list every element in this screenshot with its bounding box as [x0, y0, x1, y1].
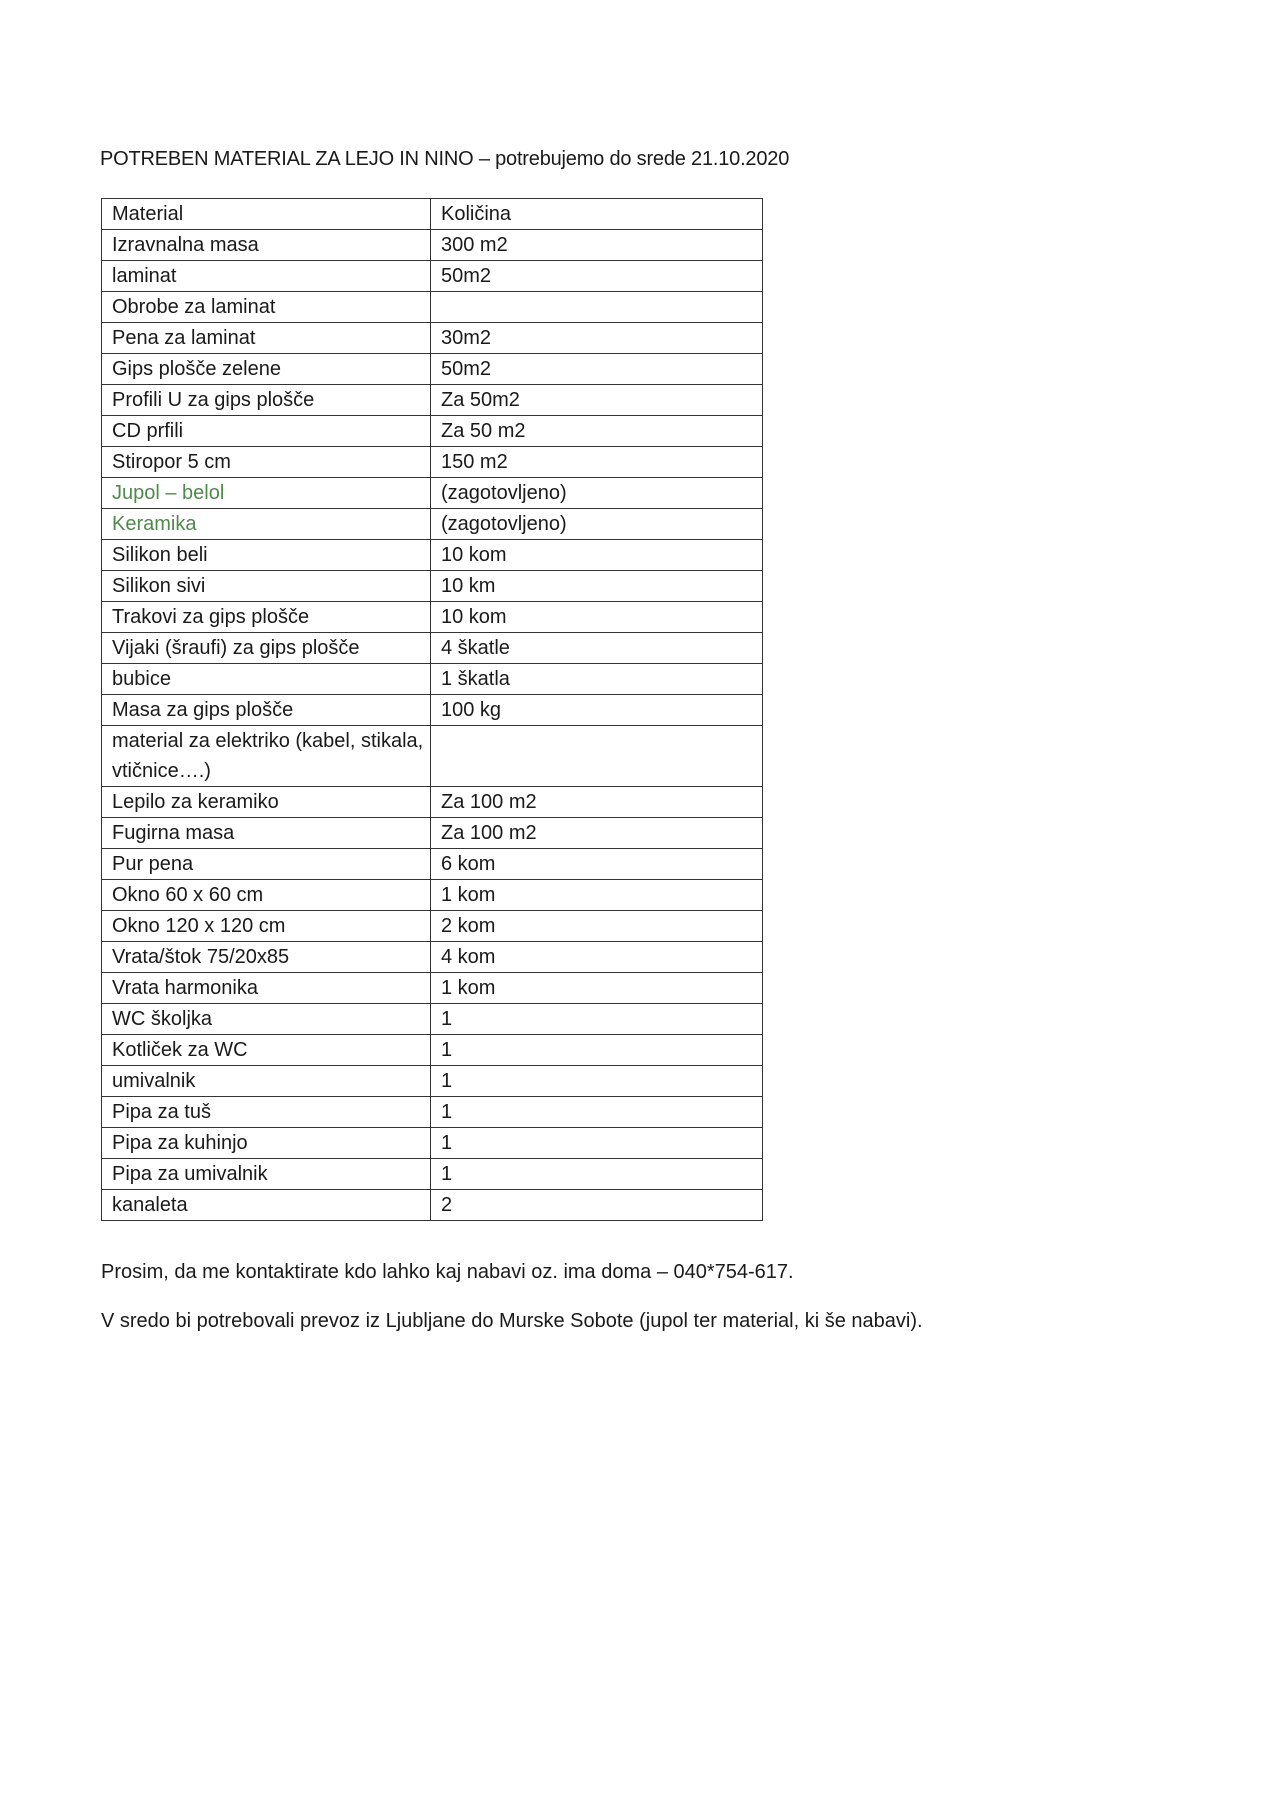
quantity-cell: (zagotovljeno) — [431, 478, 763, 509]
quantity-cell: 1 kom — [431, 973, 763, 1004]
table-row — [102, 911, 763, 942]
quantity-cell: Za 100 m2 — [431, 818, 763, 849]
quantity-cell: 30m2 — [431, 323, 763, 354]
table-row — [102, 880, 763, 911]
material-cell: Kotliček za WC — [102, 1035, 431, 1066]
material-cell: Silikon beli — [102, 540, 431, 571]
table-row — [102, 1004, 763, 1035]
material-cell: Silikon sivi — [102, 571, 431, 602]
quantity-cell: 50m2 — [431, 354, 763, 385]
material-cell: Vrata harmonika — [102, 973, 431, 1004]
table-row — [102, 292, 763, 323]
quantity-cell: 2 kom — [431, 911, 763, 942]
quantity-cell: 10 kom — [431, 540, 763, 571]
table-row — [102, 1190, 763, 1221]
table-row — [102, 664, 763, 695]
material-cell: Pena za laminat — [102, 323, 431, 354]
table-row — [102, 261, 763, 292]
table-row — [102, 1035, 763, 1066]
table-row — [102, 230, 763, 261]
material-cell: umivalnik — [102, 1066, 431, 1097]
material-cell: Stiropor 5 cm — [102, 447, 431, 478]
contact-note: Prosim, da me kontaktirate kdo lahko kaj nabavi oz. ima doma – 040*754-617. — [101, 1261, 794, 1283]
material-cell: Izravnalna masa — [102, 230, 431, 261]
table-row — [102, 942, 763, 973]
table-header-row — [102, 199, 763, 230]
document-title: POTREBEN MATERIAL ZA LEJO IN NINO – potrebujemo do srede 21.10.2020 — [100, 148, 790, 170]
quantity-cell: 1 škatla — [431, 664, 763, 695]
table-row — [102, 385, 763, 416]
materials-table — [101, 198, 763, 1221]
materials-table-body — [102, 199, 763, 1221]
quantity-cell: 2 — [431, 1190, 763, 1221]
material-cell: Jupol – belol — [102, 478, 431, 509]
material-cell: Vijaki (šraufi) za gips plošče — [102, 633, 431, 664]
material-cell: WC školjka — [102, 1004, 431, 1035]
material-cell: Lepilo za keramiko — [102, 787, 431, 818]
quantity-cell — [431, 726, 763, 787]
table-row — [102, 633, 763, 664]
table-row — [102, 1066, 763, 1097]
quantity-cell: 1 — [431, 1066, 763, 1097]
material-cell: Keramika — [102, 509, 431, 540]
material-cell: Okno 120 x 120 cm — [102, 911, 431, 942]
material-cell: Trakovi za gips plošče — [102, 602, 431, 633]
material-cell: Profili U za gips plošče — [102, 385, 431, 416]
table-row — [102, 354, 763, 385]
material-cell: bubice — [102, 664, 431, 695]
material-cell: laminat — [102, 261, 431, 292]
quantity-cell: 50m2 — [431, 261, 763, 292]
header-quantity: Količina — [431, 199, 763, 230]
quantity-cell: Za 50m2 — [431, 385, 763, 416]
table-row — [102, 787, 763, 818]
quantity-cell: 1 — [431, 1035, 763, 1066]
material-cell: Pipa za tuš — [102, 1097, 431, 1128]
table-row — [102, 973, 763, 1004]
material-cell: Pur pena — [102, 849, 431, 880]
material-cell: Obrobe za laminat — [102, 292, 431, 323]
table-row — [102, 509, 763, 540]
table-row — [102, 726, 763, 787]
material-cell: Okno 60 x 60 cm — [102, 880, 431, 911]
header-material: Material — [102, 199, 431, 230]
table-row — [102, 447, 763, 478]
table-row — [102, 602, 763, 633]
quantity-cell: 100 kg — [431, 695, 763, 726]
material-cell: Gips plošče zelene — [102, 354, 431, 385]
quantity-cell: 10 km — [431, 571, 763, 602]
quantity-cell: 1 kom — [431, 880, 763, 911]
table-row — [102, 818, 763, 849]
material-cell: CD prfili — [102, 416, 431, 447]
material-cell: Masa za gips plošče — [102, 695, 431, 726]
material-cell: Pipa za kuhinjo — [102, 1128, 431, 1159]
table-row — [102, 323, 763, 354]
table-row — [102, 478, 763, 509]
quantity-cell: 150 m2 — [431, 447, 763, 478]
transport-note: V sredo bi potrebovali prevoz iz Ljubljane do Murske Sobote (jupol ter material, ki še nabavi). — [101, 1310, 923, 1332]
quantity-cell: 1 — [431, 1097, 763, 1128]
table-row — [102, 571, 763, 602]
quantity-cell: 4 škatle — [431, 633, 763, 664]
material-cell: Fugirna masa — [102, 818, 431, 849]
quantity-cell: 4 kom — [431, 942, 763, 973]
quantity-cell — [431, 292, 763, 323]
quantity-cell: 1 — [431, 1159, 763, 1190]
material-cell: kanaleta — [102, 1190, 431, 1221]
quantity-cell: 1 — [431, 1004, 763, 1035]
quantity-cell: 6 kom — [431, 849, 763, 880]
table-row — [102, 1128, 763, 1159]
material-cell: Pipa za umivalnik — [102, 1159, 431, 1190]
table-row — [102, 1159, 763, 1190]
quantity-cell: 1 — [431, 1128, 763, 1159]
quantity-cell: Za 100 m2 — [431, 787, 763, 818]
quantity-cell: (zagotovljeno) — [431, 509, 763, 540]
table-row — [102, 540, 763, 571]
table-row — [102, 1097, 763, 1128]
material-cell: material za elektriko (kabel, stikala, vtičnice….) — [102, 726, 431, 787]
table-row — [102, 849, 763, 880]
quantity-cell: 10 kom — [431, 602, 763, 633]
table-row — [102, 695, 763, 726]
quantity-cell: 300 m2 — [431, 230, 763, 261]
table-row — [102, 416, 763, 447]
quantity-cell: Za 50 m2 — [431, 416, 763, 447]
material-cell: Vrata/štok 75/20x85 — [102, 942, 431, 973]
